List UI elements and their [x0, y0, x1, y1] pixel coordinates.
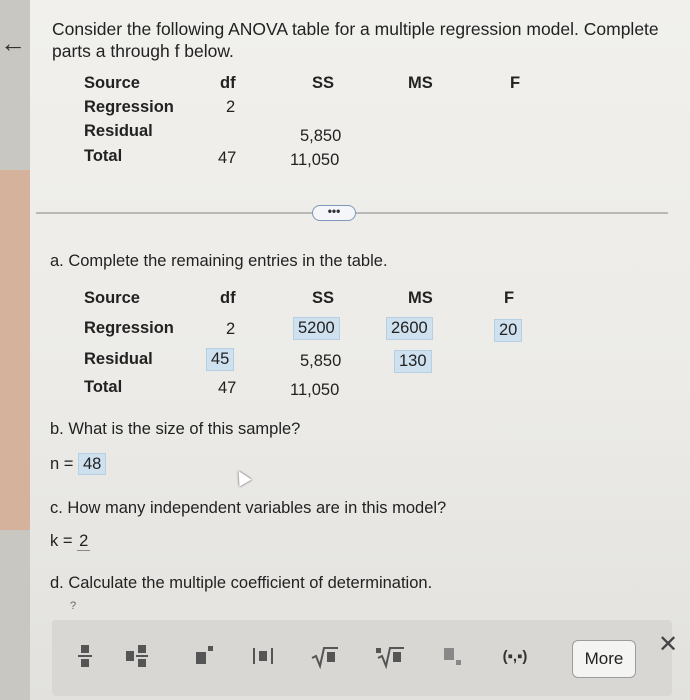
part-a-prompt: a. Complete the remaining entries in the table. — [50, 252, 388, 270]
col-header-ss: SS — [312, 74, 335, 92]
col-header-source: Source — [84, 74, 140, 92]
col-header-f: F — [510, 74, 521, 92]
expand-button[interactable]: ••• — [312, 205, 356, 221]
part-c-prompt: c. How many independent variables are in this model? — [50, 499, 447, 517]
col-header-source: Source — [84, 289, 140, 307]
cell-total-ss: 11,050 — [290, 381, 340, 399]
more-button[interactable]: More — [572, 640, 636, 678]
col-header-df: df — [220, 289, 236, 307]
fraction-icon[interactable] — [70, 642, 100, 672]
sidebar-strip — [0, 170, 30, 530]
col-header-f: F — [504, 289, 515, 307]
nth-root-icon[interactable] — [374, 642, 406, 672]
k-label: k = — [50, 532, 73, 550]
cell-regression-df: 2 — [226, 320, 236, 338]
anova-table-answer — [84, 289, 584, 404]
anova-table-original — [84, 74, 584, 174]
input-regression-ms[interactable]: 2600 — [386, 317, 433, 340]
math-toolbar — [52, 620, 679, 696]
row-label-residual: Residual — [84, 122, 153, 140]
n-label: n = — [50, 455, 74, 473]
col-header-ss: SS — [312, 289, 335, 307]
sample-size-input[interactable]: 48 — [78, 453, 106, 475]
row-label-residual: Residual — [84, 350, 153, 368]
independent-vars-input[interactable]: 2 — [79, 532, 89, 550]
input-regression-f[interactable]: 20 — [494, 319, 522, 342]
cell-residual-ss: 5,850 — [300, 352, 342, 370]
col-header-ms: MS — [408, 289, 433, 307]
row-label-regression: Regression — [84, 98, 174, 116]
mouse-cursor-icon — [232, 467, 251, 486]
mixed-number-icon[interactable] — [122, 642, 152, 672]
interval-icon[interactable]: (▪,▪) — [502, 648, 528, 665]
cell-total-ss: 11,050 — [290, 151, 340, 169]
close-icon[interactable]: ✕ — [658, 631, 679, 658]
cell-total-df: 47 — [218, 379, 237, 397]
square-root-icon[interactable] — [310, 642, 340, 672]
part-b-prompt: b. What is the size of this sample? — [50, 420, 301, 438]
row-label-total: Total — [84, 147, 123, 165]
subscript-icon[interactable] — [438, 642, 468, 672]
part-d-prompt: d. Calculate the multiple coefficient of determination. — [50, 574, 433, 592]
row-label-regression: Regression — [84, 319, 174, 337]
sample-size-row — [50, 455, 106, 474]
back-arrow-icon[interactable]: ← — [0, 28, 26, 58]
input-residual-df[interactable]: 45 — [206, 348, 234, 371]
cell-regression-df: 2 — [226, 98, 236, 116]
input-regression-ss[interactable]: 5200 — [293, 317, 340, 340]
cell-total-df: 47 — [218, 149, 237, 167]
col-header-df: df — [220, 74, 236, 92]
question-panel — [30, 0, 690, 700]
help-icon[interactable]: ? — [70, 600, 77, 612]
cell-residual-ss: 5,850 — [300, 127, 342, 145]
col-header-ms: MS — [408, 74, 433, 92]
row-label-total: Total — [84, 378, 123, 396]
exponent-icon[interactable] — [190, 642, 220, 672]
input-residual-ms[interactable]: 130 — [394, 350, 432, 373]
question-text: Consider the following ANOVA table for a multiple regression model. Complete parts a through f below. — [52, 19, 659, 61]
absolute-value-icon[interactable] — [248, 642, 278, 672]
independent-vars-row — [50, 532, 90, 551]
